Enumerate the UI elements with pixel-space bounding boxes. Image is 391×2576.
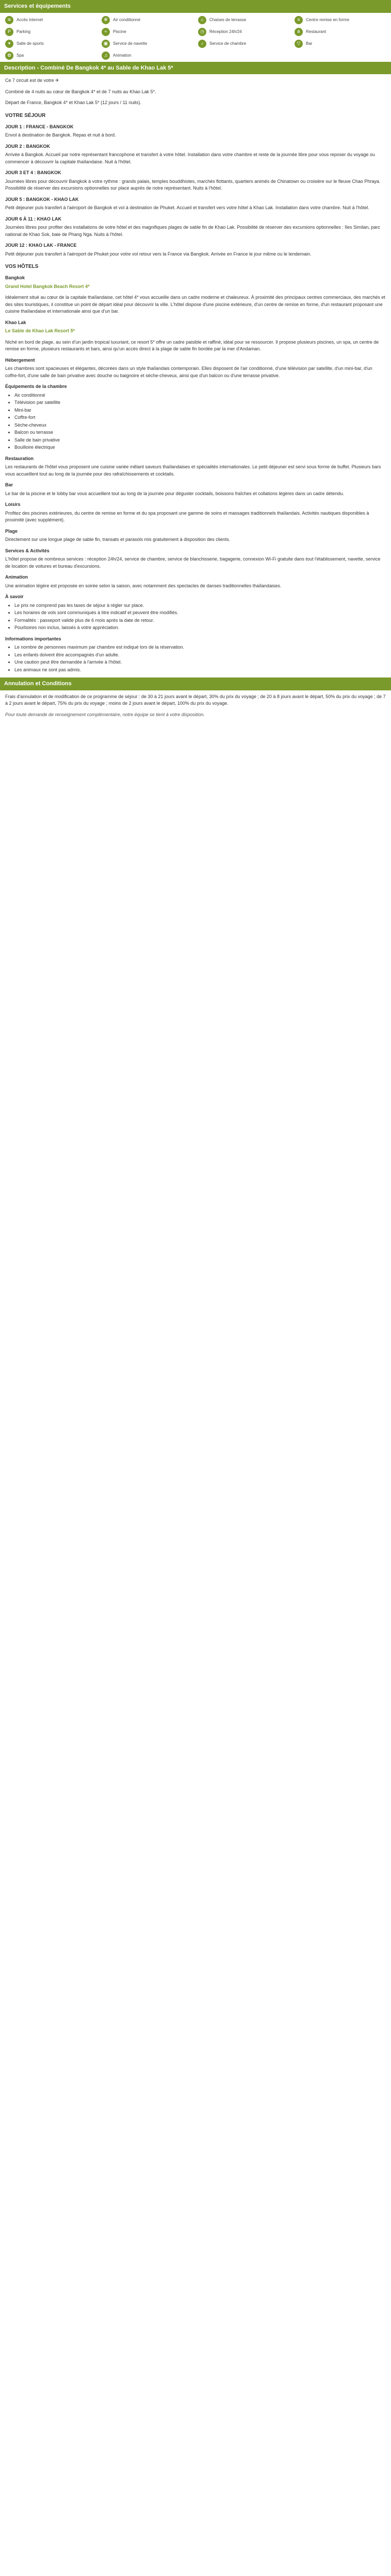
service-item [5, 16, 96, 24]
day-title: JOUR 2 : BANGKOK [5, 143, 51, 149]
beach-title: Plage [5, 528, 18, 534]
intro-line-3: Départ de France, Bangkok 4* et Khao Lak 5* (12 jours / 11 nuits). [5, 100, 141, 105]
service-label: Air conditionné [113, 17, 140, 22]
hotel-1-name: Grand Hotel Bangkok Beach Resort 4* [5, 283, 90, 289]
wifi-icon: ≋ [5, 16, 13, 24]
equipment-item: • Salle de bain privative [14, 437, 386, 444]
good-to-know-list [5, 602, 386, 632]
day-text: Journées libres pour profiter des installations de votre hôtel et des magnifiques plages de sable fin de Khao Lak. Possibilité de réserver des excursions optionnelles : îles Similan, parc national de Khao Sok, baie de Phang Nga. Nuits à l'hôtel. [5, 225, 380, 237]
service-label: Service de navette [113, 41, 148, 46]
equipment-item: • Télévision par satellite [14, 399, 386, 406]
good-to-know-title: À savoir [5, 594, 24, 599]
bar-title: Bar [5, 482, 13, 487]
day-text: Petit déjeuner puis transfert à l'aéroport de Bangkok et vol à destination de Phuket. Accueil et transfert vers votre hôtel à Khao Lak. Installation dans votre chambre. Nuit à l'hôtel. [5, 205, 369, 210]
services-activities-text: L'hôtel propose de nombreux services : réception 24h/24, service de chambre, service de blanchisserie, bagagerie, connexion Wi-Fi gratuite dans tout l'établissement, navette, service de location de voitures et bureau d'excursions. [5, 556, 381, 569]
service-label: Bar [306, 41, 313, 46]
service-item [198, 28, 289, 36]
gym-icon: ✦ [5, 40, 13, 48]
service-item [5, 52, 96, 60]
good-to-know-item: • Les horaires de vols sont communiqués à titre indicatif et peuvent être modifiés. [14, 609, 386, 617]
days-list [5, 124, 386, 258]
service-item [102, 52, 193, 60]
animation-title: Animation [5, 574, 28, 580]
service-item [295, 40, 386, 48]
leisure-text: Profitez des piscines extérieures, du centre de remise en forme et du spa proposant une gamme de soins et massages traditionnels thaïlandais. Activités nautiques disponibles à proximité (avec supplément). [5, 510, 369, 522]
leisure-title: Loisirs [5, 502, 21, 507]
service-label: Salle de sports [17, 41, 44, 46]
service-label: Centre remise en forme [306, 17, 350, 22]
day-title: JOUR 6 À 11 : KHAO LAK [5, 216, 62, 222]
service-item [198, 16, 289, 24]
services-grid [5, 16, 386, 60]
service-label: Service de chambre [209, 41, 247, 46]
bar-text: Le bar de la piscine et le lobby bar vous accueillent tout au long de la journée pour déguster cocktails, boissons fraîches et collations légères dans un cadre détendu. [5, 490, 344, 496]
important-item: • Le nombre de personnes maximum par chambre est indiqué lors de la réservation. [14, 644, 386, 651]
service-label: Piscine [113, 29, 126, 34]
day-text: Envol à destination de Bangkok. Repas et nuit à bord. [5, 132, 116, 138]
day-title: JOUR 5 : BANGKOK - KHAO LAK [5, 196, 79, 202]
service-label: Chaises de terrasse [209, 17, 247, 22]
good-to-know-item: • Formalités : passeport valide plus de 6 mois après la date de retour. [14, 617, 386, 624]
hotel-1-text: Idéalement situé au cœur de la capitale thaïlandaise, cet hôtel 4* vous accueille dans un cadre moderne et chaleureux. À proximité des principaux centres commerciaux, des marchés et des sites touristiques, il constitue un point de départ idéal pour découvrir la ville. L'hôtel dispose d'une piscine extérieure, d'un centre de remise en forme, d'un restaurant proposant une cuisine thaïlandaise et internationale ainsi que d'un bar. [5, 295, 385, 314]
day-text: Journées libres pour découvrir Bangkok à votre rythme : grands palais, temples bouddhistes, marchés flottants, quartiers animés de Chinatown ou croisière sur le fleuve Chao Phraya. Possibilité de réserver des excursions optionnelles sur place auprès de notre représentant. Nuits à l'hôtel. [5, 178, 381, 191]
good-to-know-item: • Pourboires non inclus, laissés à votre appréciation. [14, 624, 386, 632]
pool-icon: ≈ [102, 28, 110, 36]
service-label: Réception 24h/24 [209, 29, 242, 34]
equipment-item: • Balcon ou terrasse [14, 429, 386, 436]
hotel-2-text: Niché en bord de plage, au sein d'un jardin tropical luxuriant, ce resort 5* offre un cadre paisible et raffiné, idéal pour se ressourcer. Il propose plusieurs piscines, un spa, un centre de remise en forme, plusieurs restaurants et bars, ainsi qu'un accès direct à la plage de sable fin bordée par la mer d'Andaman. [5, 339, 379, 351]
hotel-1-title: Bangkok [5, 275, 25, 280]
intro-line-1: Ce 7 circuit est de votre ✈ [5, 78, 59, 83]
service-label: Spa [17, 53, 24, 58]
hotels-title: VOS HÔTELS [5, 264, 39, 269]
dumbbell-icon: ≡ [295, 16, 303, 24]
service-item [102, 28, 193, 36]
important-title: Informations importantes [5, 636, 61, 641]
important-item: • Une caution peut être demandée à l'arrivée à l'hôtel. [14, 659, 386, 666]
day-title: JOUR 12 : KHAO LAK - FRANCE [5, 243, 77, 248]
equipment-item: • Mini-bar [14, 407, 386, 414]
service-item [5, 40, 96, 48]
services-activities-title: Services & Activités [5, 548, 50, 553]
equipment-item: • Sèche-cheveux [14, 422, 386, 429]
parking-icon: P [5, 28, 13, 36]
description-header: Description - Combiné De Bangkok 4* au Sable de Khao Lak 5* [0, 62, 391, 75]
service-label: Parking [17, 29, 31, 34]
hotel-2-title: Khao Lak [5, 319, 26, 325]
clock-icon: ◷ [198, 28, 206, 36]
day-text: Arrivée à Bangkok. Accueil par notre représentant francophone et transfert à votre hôtel. Installation dans votre chambre et reste de la journée libre pour vous reposer du voyage ou commencer à découvrir la capitale thaïlandaise. Nuit à l'hôtel. [5, 152, 375, 164]
service-label: Accès Internet [17, 17, 43, 22]
cancellation-header: Annulation et Conditions [0, 677, 391, 690]
cancellation-body [0, 690, 391, 719]
bell-icon: ♪ [198, 40, 206, 48]
equipment-title: Équipements de la chambre [5, 384, 67, 389]
important-item: • Les animaux ne sont pas admis. [14, 667, 386, 674]
hotel-2-name: Le Sable de Khao Lak Resort 5* [5, 328, 75, 333]
important-list [5, 644, 386, 673]
snowflake-icon: ✻ [102, 16, 110, 24]
day-title: JOUR 1 : FRANCE - BANGKOK [5, 124, 74, 129]
intro-line-2: Combiné de 4 nuits au cœur de Bangkok 4* et de 7 nuits au Khao Lak 5*. [5, 89, 156, 94]
service-label: Restaurant [306, 29, 327, 34]
equipment-item: • Bouilloire électrique [14, 444, 386, 451]
service-item [295, 28, 386, 36]
important-item: • Les enfants doivent être accompagnés d'un adulte. [14, 652, 386, 659]
service-item [102, 16, 193, 24]
rooms-text: Les chambres sont spacieuses et élégantes, décorées dans un style thaïlandais contemporain. Elles disposent de l'air conditionné, d'une télévision par satellite, d'un mini-bar, d'un coffre-fort, d'une salle de bain privative avec douche ou baignoire et sèche-cheveux, ainsi que d'un balcon ou d'une terrasse privative. [5, 366, 372, 378]
restauration-text: Les restaurants de l'hôtel vous proposent une cuisine variée mêlant saveurs thaïlandaises et spécialités internationales. Le petit déjeuner est servi sous forme de buffet. Plusieurs bars vous accueillent tout au long de la journée pour des rafraîchissements et cocktails. [5, 464, 381, 477]
fork-icon: ⋔ [295, 28, 303, 36]
description-body [0, 74, 391, 673]
restauration-title: Restauration [5, 455, 34, 461]
service-item [295, 16, 386, 24]
equipment-item: • Coffre-fort [14, 414, 386, 421]
equipment-item: • Air conditionné [14, 392, 386, 399]
glass-icon: ▽ [295, 40, 303, 48]
votre-sejour-title: VOTRE SÉJOUR [5, 112, 46, 118]
chair-icon: ⌂ [198, 16, 206, 24]
animation-text: Une animation légère est proposée en soirée selon la saison, avec notamment des spectacles de danses traditionnelles thaïlandaises. [5, 583, 282, 588]
day-title: JOUR 3 ET 4 : BANGKOK [5, 170, 61, 175]
equipment-list [5, 392, 386, 451]
closing-note: Pour toute demande de renseignement complémentaire, notre équipe se tient à votre disposition. [5, 711, 205, 717]
service-label: Animation [113, 53, 132, 58]
service-item [102, 40, 193, 48]
bus-icon: ▣ [102, 40, 110, 48]
service-item [5, 28, 96, 36]
spa-icon: ✿ [5, 52, 13, 60]
services-section [0, 13, 391, 62]
day-text: Petit déjeuner puis transfert à l'aéroport de Phuket pour votre vol retour vers la France via Bangkok. Arrivée en France le jour même ou le lendemain. [5, 251, 312, 257]
service-item [198, 40, 289, 48]
beach-text: Directement sur une longue plage de sable fin, transats et parasols mis gratuitement à disposition des clients. [5, 537, 231, 542]
music-icon: ♫ [102, 52, 110, 60]
services-header: Services et équipements [0, 0, 391, 13]
good-to-know-item: • Le prix ne comprend pas les taxes de séjour à régler sur place. [14, 602, 386, 609]
rooms-title: Hébergement [5, 357, 35, 363]
cancellation-text: Frais d'annulation et de modification de ce programme de séjour : de 30 à 21 jours avant le départ, 30% du prix du voyage ; de 20 à 8 jours avant le départ, 50% du prix du voyage ; de 7 à 2 jours avant le départ, 75% du prix du voyage ; moins de 2 jours avant le départ, 100% du prix du voyage. [5, 693, 386, 706]
